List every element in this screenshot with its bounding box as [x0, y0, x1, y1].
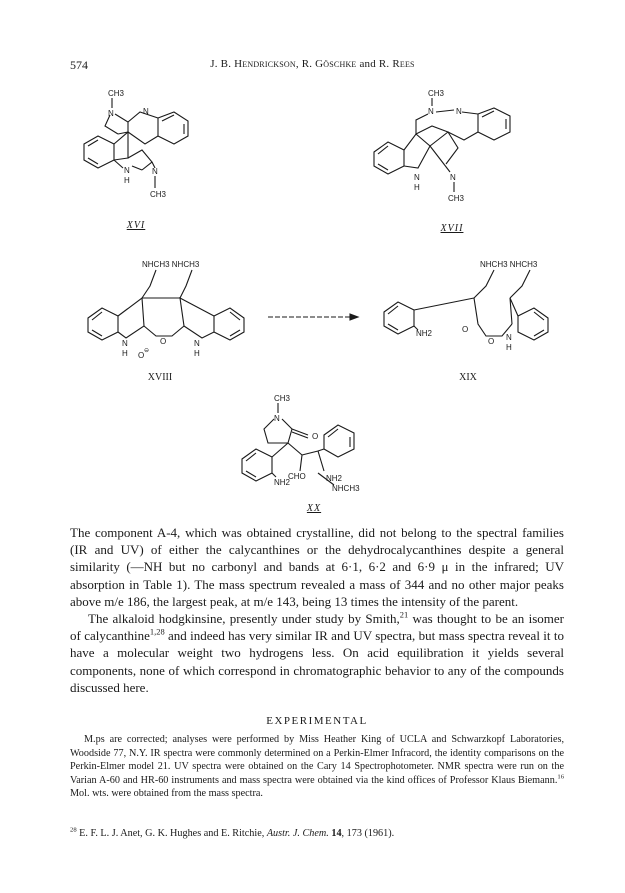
- structure-xix: [378, 258, 548, 368]
- xviii-h-left: H: [122, 349, 128, 358]
- xviii-charge: ⊖: [144, 348, 150, 354]
- label-xvii: XVII: [440, 223, 464, 234]
- xviii-n-right: N: [194, 339, 200, 348]
- xx-nh2-right: NH2: [326, 474, 343, 483]
- xx-nh2-left: NH2: [274, 478, 291, 487]
- label-xviii: XVIII: [147, 372, 173, 383]
- paragraph-hodgkinsine: The alkaloid hodgkinsine, presently under study by Smith,$^{21}$ was thought to be an isomer of calycanthine$^{1,28}$ and indeed has very similar IR and UV spectra, but mass spectra reveal it to have a molecular weight two hydrogens less. On acid equilibration it yields several components, none of which correspond in chromatographic behavior to any of the compounds discussed here.: [70, 609, 564, 695]
- xvii-n2: N: [456, 107, 462, 116]
- xvii-n1: N: [428, 107, 434, 116]
- structure-xx: [238, 393, 388, 498]
- label-xvi: XVI: [126, 220, 146, 231]
- xix-h-right: H: [506, 343, 512, 352]
- structure-xviii: [84, 258, 244, 368]
- xvi-nh-n: N: [124, 166, 130, 175]
- citation-21: 21: [399, 609, 409, 620]
- xvi-ch3-top: CH3: [108, 89, 125, 98]
- citation-1-28: 1,28: [149, 626, 165, 637]
- xvi-nh-h: H: [124, 176, 130, 185]
- xviii-h-right: H: [194, 349, 200, 358]
- experimental-text: M.ps are corrected; analyses were performed by Miss Heather King of UCLA and Schwarzkopf Laboratories, Woodside 77, N.Y. IR spectra were commonly determined on a Perkin-Elmer Infracord, the identity comparisons on the Perkin-Elmer model 21. UV spectra were obtained on the Cary 14 Spectrophotometer. NMR spectra were run on the Varian A-60 and HR-60 instruments and mass spectra were obtained via the kind offices of Professor Klaus Biemann.$^{16}$ Mol. wts. were obtained from the mass spectra.: [70, 734, 564, 800]
- xx-o: O: [312, 432, 319, 441]
- label-xix: XIX: [459, 372, 477, 383]
- footnote-28: $^{28}$ E. F. L. J. Anet, G. K. Hughes and E. Ritchie, Austr. J. Chem. 14, 173 (1961).: [70, 826, 395, 839]
- xviii-n-left: N: [122, 339, 128, 348]
- xvii-n3: N: [450, 173, 456, 182]
- reaction-arrow: [268, 312, 358, 322]
- xix-o-ring: O: [488, 337, 495, 346]
- xvii-ch3-top: CH3: [428, 89, 445, 98]
- xix-n-right: N: [506, 333, 512, 342]
- xviii-o-ring: O: [160, 337, 167, 346]
- body-text: [70, 524, 564, 696]
- section-title-experimental: EXPERIMENTAL: [266, 715, 368, 727]
- xvii-ch3-bot: CH3: [448, 194, 465, 203]
- paragraph-a4: The component A-4, which was obtained crystalline, did not belong to the spectral families (IR and UV) of either the calycanthines or the dehydrocalycanthines despite a general similarity (—NH but no carbonyl and bands at 6·1, 6·2 and 6·9 μ in the infrared; UV absorption in Table 1). The mass spectrum revealed a mass of 344 and no other major peaks above m/e 186, the largest peak, at m/e 143, being 13 times the intensity of the parent.: [70, 525, 564, 609]
- citation-16: 16: [557, 773, 564, 781]
- structure-xvii: [368, 88, 528, 208]
- xvii-nh-h: H: [414, 183, 420, 192]
- structure-xvi: [70, 88, 200, 208]
- xvi-n2: N: [143, 107, 149, 116]
- xx-n: N: [274, 414, 280, 423]
- xviii-o-minus: O: [138, 351, 145, 360]
- xix-nh2: NH2: [416, 329, 433, 338]
- xx-cho: CHO: [288, 472, 306, 481]
- page-number: 574: [70, 58, 88, 72]
- label-xx: XX: [306, 503, 322, 514]
- xix-o-side: O: [462, 325, 469, 334]
- xix-top: NHCH3 NHCH3: [480, 260, 538, 269]
- xvi-ch3-bot: CH3: [150, 190, 167, 199]
- xx-ch3: CH3: [274, 394, 291, 403]
- running-header: [0, 58, 625, 74]
- xviii-top: NHCH3 NHCH3: [142, 260, 200, 269]
- xx-nhch3: NHCH3: [332, 484, 360, 493]
- running-header-authors: J. B. Hendrickson, R. Göschke and R. Rees: [210, 58, 415, 70]
- xvi-n1: N: [108, 109, 114, 118]
- xvii-nh-n: N: [414, 173, 420, 182]
- xvi-n3: N: [152, 167, 158, 176]
